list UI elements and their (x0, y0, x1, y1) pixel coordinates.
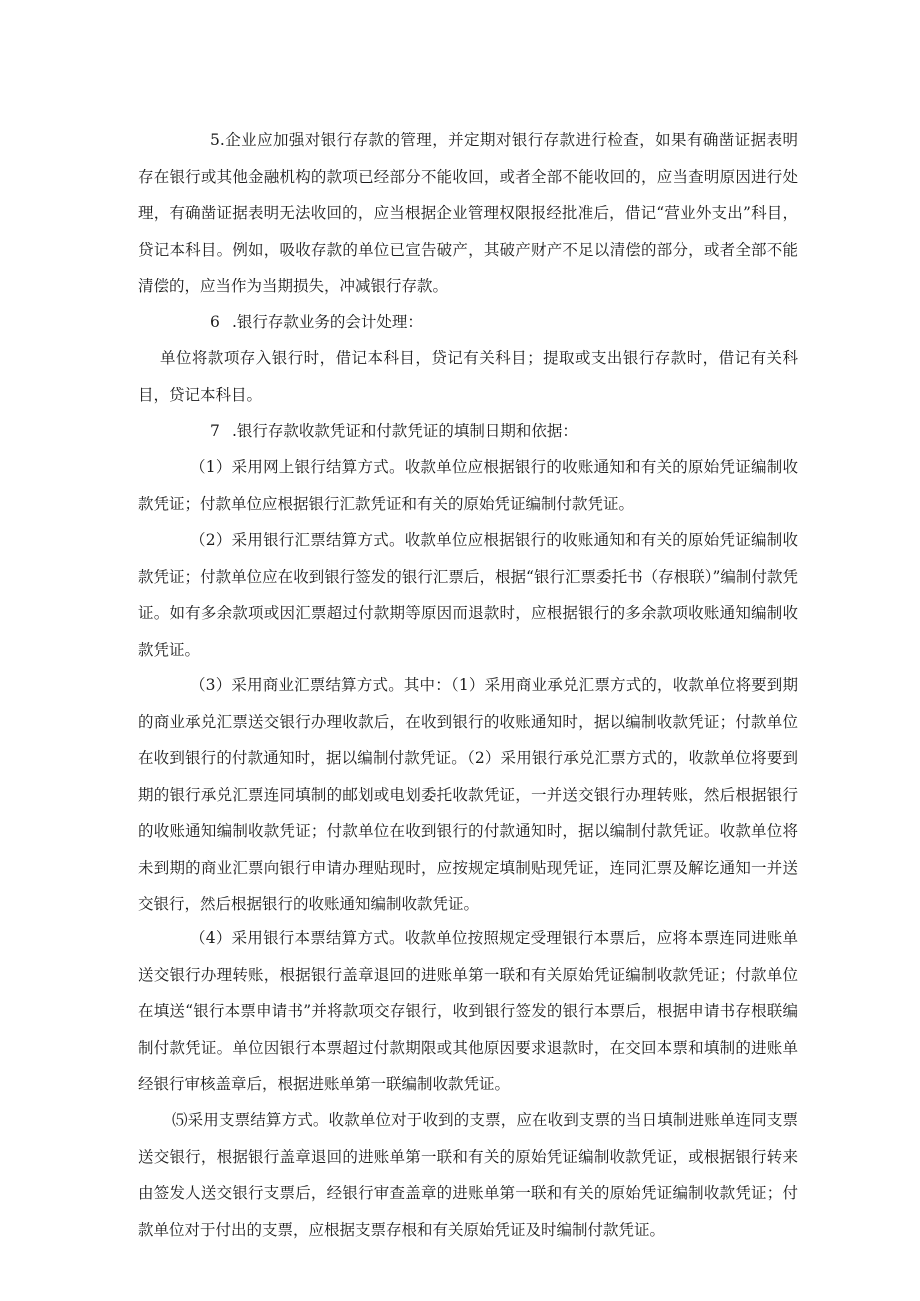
paragraph-7-item-4: （4）采用银行本票结算方式。收款单位按照规定受理银行本票后，应将本票连同进账单送交银行办理转账，根据银行盖章退回的进账单第一联和有关原始凭证编制收款凭证；付款单位在填送“银行本票申请书”并将款项交存银行，收到银行签发的银行本票后，根据申请书存根联编制付款凭证。单位因银行本票超过付款期限或其他原因要求退款时，在交回本票和填制的进账单经银行审核盖章后，根据进账单第一联编制收款凭证。 (138, 929, 798, 1093)
paragraph-7-item-5: ⑸采用支票结算方式。收款单位对于收到的支票，应在收到支票的当日填制进账单连同支票送交银行，根据银行盖章退回的进账单第一联和有关的原始凭证编制收款凭证，或根据银行转来由签发人送交银行支票后，经银行审查盖章的进账单第一联和有关的原始凭证编制收款凭证；付款单位对于付出的支票，应根据支票存根和有关原始凭证及时编制付款凭证。 (138, 1111, 798, 1239)
paragraph-6-number: 6 (210, 313, 220, 331)
paragraph-7-text: .银行存款收款凭证和付款凭证的填制日期和依据： (232, 422, 578, 440)
paragraph-7-number: 7 (210, 422, 220, 440)
paragraph-6-body: 单位将款项存入银行时，借记本科目，贷记有关科目；提取或支出银行存款时，借记有关科目，贷记本科目。 (138, 349, 798, 404)
paragraph-7-item-1: （1）采用网上银行结算方式。收款单位应根据银行的收账通知和有关的原始凭证编制收款凭证；付款单位应根据银行汇款凭证和有关的原始凭证编制付款凭证。 (138, 458, 798, 513)
paragraph-5-text: .企业应加强对银行存款的管理，并定期对银行存款进行检查，如果有确凿证据表明存在银行或其他金融机构的款项已经部分不能收回，或者全部不能收回的，应当查明原因进行处理，有确凿证据表明无法收回的，应当根据企业管理权限报经批准后，借记“营业外支出”科目，贷记本科目。例如，吸收存款的单位已宣告破产，其破产财产不足以清偿的部分，或者全部不能清偿的，应当作为当期损失，冲减银行存款。 (138, 131, 798, 295)
paragraph-7-heading (138, 413, 798, 450)
paragraph-5 (138, 122, 798, 305)
paragraph-7-item-3: （3）采用商业汇票结算方式。其中：（1）采用商业承兑汇票方式的，收款单位将要到期的商业承兑汇票送交银行办理收款后，在收到银行的收账通知时，据以编制收款凭证；付款单位在收到银行的付款通知时，据以编制付款凭证。（2）采用银行承兑汇票方式的，收款单位将要到期的银行承兑汇票连同填制的邮划或电划委托收款凭证，一并送交银行办理转账，然后根据银行的收账通知编制收款凭证；付款单位在收到银行的付款通知时，据以编制付款凭证。收款单位将未到期的商业汇票向银行申请办理贴现时，应按规定填制贴现凭证，连同汇票及解讫通知一并送交银行，然后根据银行的收账通知编制收款凭证。 (138, 676, 798, 913)
paragraph-6-text: .银行存款业务的会计处理： (232, 313, 423, 331)
paragraph-7-item-2: （2）采用银行汇票结算方式。收款单位应根据银行的收账通知和有关的原始凭证编制收款凭证；付款单位应在收到银行签发的银行汇票后，根据“银行汇票委托书（存根联）”编制付款凭证。如有多余款项或因汇票超过付款期等原因而退款时，应根据银行的多余款项收账通知编制收款凭证。 (138, 531, 798, 659)
paragraph-6-heading (138, 304, 798, 341)
paragraph-5-number: 5 (210, 131, 220, 149)
